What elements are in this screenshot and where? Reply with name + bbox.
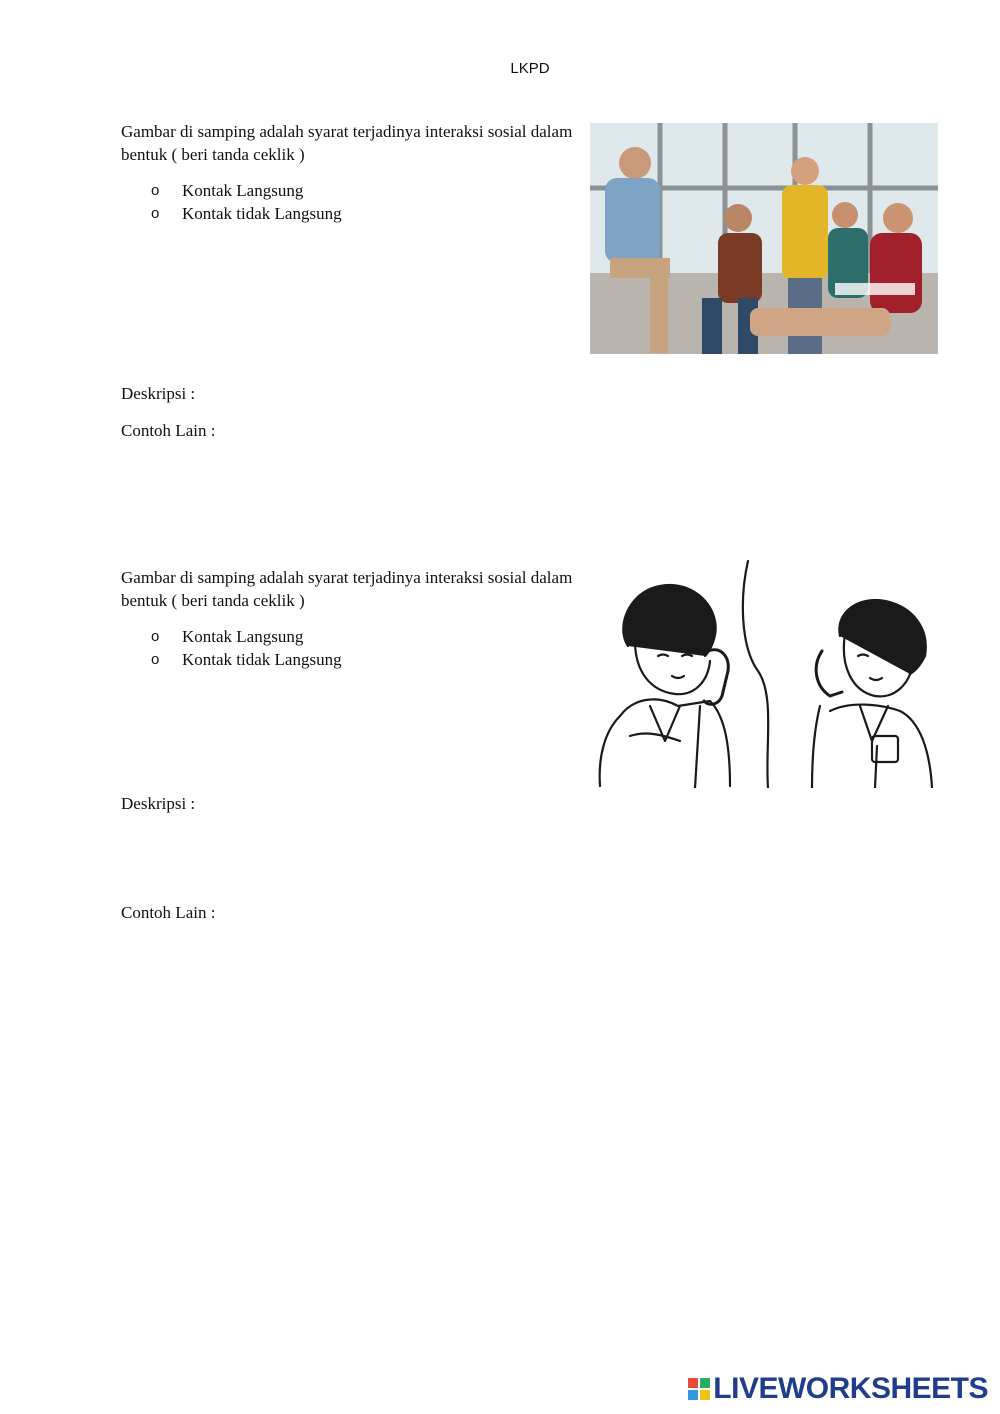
option-label: Kontak Langsung: [182, 627, 304, 646]
group-conversation-photo: [590, 123, 938, 354]
radio-bullet[interactable]: o: [151, 651, 160, 668]
option-label: Kontak tidak Langsung: [182, 650, 342, 669]
option-label: Kontak Langsung: [182, 181, 304, 200]
logo-cell-e: [700, 1390, 710, 1400]
option-kontak-tidak-langsung-2[interactable]: [121, 648, 581, 671]
brand-name: LIVEWORKSHEETS: [713, 1372, 988, 1405]
liveworksheets-logo: [688, 1372, 988, 1406]
radio-bullet[interactable]: o: [151, 628, 160, 645]
contoh-lain-label-1: Contoh Lain :: [121, 421, 216, 440]
logo-cell-l: [688, 1378, 698, 1388]
radio-bullet[interactable]: o: [151, 205, 160, 222]
question-2-text: Gambar di samping adalah syarat terjadinya interaksi sosial dalam bentuk ( beri tanda ceklik ): [121, 568, 573, 610]
telephone-call-illustration: [590, 556, 936, 788]
page-header: LKPD: [510, 60, 550, 77]
logo-cell-v: [688, 1390, 698, 1400]
option-list-2: [121, 625, 581, 671]
radio-bullet[interactable]: o: [151, 182, 160, 199]
option-kontak-langsung-1[interactable]: [121, 179, 581, 202]
option-label: Kontak tidak Langsung: [182, 204, 342, 223]
question-2: [121, 566, 581, 671]
deskripsi-label-1: Deskripsi :: [121, 384, 196, 403]
contoh-lain-label-2: Contoh Lain :: [121, 903, 216, 922]
deskripsi-label-2: Deskripsi :: [121, 794, 196, 813]
question-1-text: Gambar di samping adalah syarat terjadinya interaksi sosial dalam bentuk ( beri tanda ceklik ): [121, 122, 573, 164]
logo-cell-i: [700, 1378, 710, 1388]
question-1: [121, 120, 581, 225]
logo-icon: [688, 1378, 710, 1400]
option-kontak-langsung-2[interactable]: [121, 625, 581, 648]
option-kontak-tidak-langsung-1[interactable]: [121, 202, 581, 225]
option-list-1: [121, 179, 581, 225]
